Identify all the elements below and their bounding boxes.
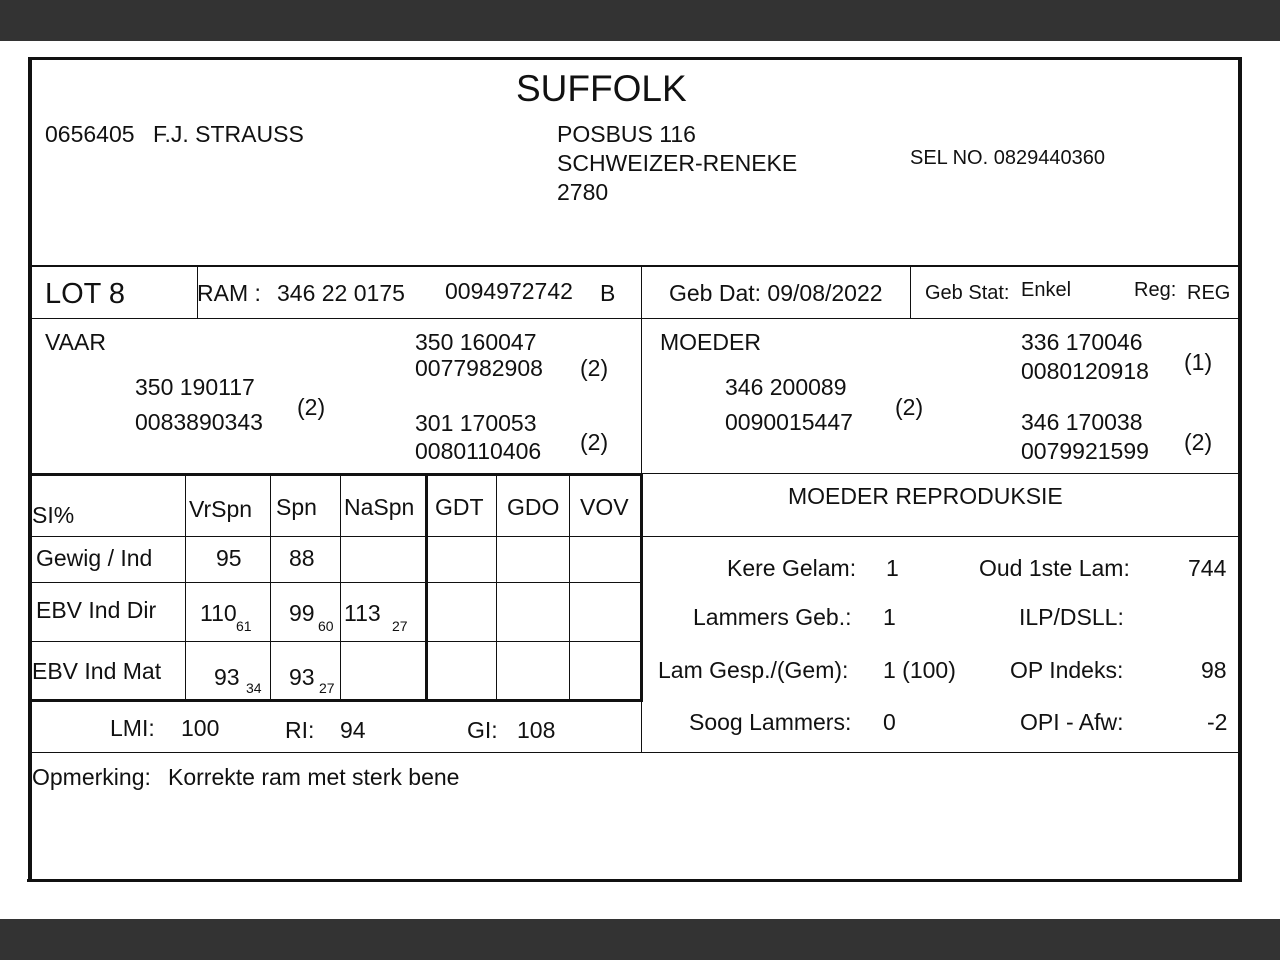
- remark-label: Opmerking:: [32, 764, 151, 790]
- rule-table-bottom: [32, 699, 643, 702]
- rule-pedigree-right: [643, 473, 1238, 474]
- lam-gesp-label: Lam Gesp./(Gem):: [658, 657, 849, 683]
- sire-id: 0083890343: [135, 409, 263, 435]
- birth-date: Geb Dat: 09/08/2022: [669, 280, 883, 306]
- row-label-ebv-mat: EBV Ind Mat: [32, 658, 162, 684]
- sire-dam-id: 0080110406: [415, 438, 542, 464]
- lmi-label: LMI:: [110, 715, 155, 741]
- lot-label: LOT 8: [45, 278, 126, 310]
- ram-number: 346 22 0175: [277, 280, 405, 306]
- cell-number: SEL NO. 0829440360: [910, 147, 1105, 169]
- ebv-dir-naspn-accuracy: 27: [392, 618, 408, 634]
- ram-label: RAM :: [197, 280, 261, 306]
- birth-status-label: Geb Stat:: [925, 282, 1010, 304]
- ebv-mat-vrspn: 93: [214, 664, 240, 690]
- top-dark-band: [0, 0, 1280, 41]
- rule-lot: [32, 318, 1238, 319]
- op-indeks-value: 98: [1201, 657, 1227, 683]
- rule-index: [32, 752, 1238, 753]
- ebv-mat-spn: 93: [289, 664, 315, 690]
- ebv-dir-naspn: 113: [344, 600, 381, 626]
- ri-label: RI:: [285, 717, 315, 743]
- rule-header: [32, 265, 1238, 267]
- dam-dam-grade: (2): [1184, 429, 1213, 455]
- dam-dam-id: 0079921599: [1021, 438, 1149, 464]
- sire-sire-id: 0077982908: [415, 355, 543, 381]
- rule-repro-title: [643, 536, 1238, 537]
- rule-col-vov: [569, 474, 570, 701]
- oud-1ste-lam-label: Oud 1ste Lam:: [979, 555, 1130, 581]
- reg-label: Reg:: [1134, 279, 1177, 301]
- address-line-1: POSBUS 116: [557, 121, 696, 147]
- rule-col-gdt-thick: [425, 474, 428, 701]
- remark-text: Korrekte ram met sterk bene: [168, 764, 460, 790]
- rule-geb-divider: [910, 266, 911, 319]
- dam-grade: (2): [895, 394, 924, 420]
- birth-status: Enkel: [1021, 279, 1072, 301]
- bottom-dark-band: [0, 919, 1280, 960]
- sire-sire-number: 350 160047: [415, 329, 537, 355]
- card-border-top: [29, 57, 1242, 60]
- rule-col-spn: [270, 474, 271, 701]
- owner-name: F.J. STRAUSS: [153, 121, 304, 147]
- ebv-dir-spn-accuracy: 60: [318, 618, 334, 634]
- ebv-dir-vrspn: 110: [200, 600, 237, 626]
- breed-title: SUFFOLK: [516, 68, 687, 109]
- gi-label: GI:: [467, 717, 498, 743]
- rule-table-header: [32, 536, 643, 537]
- address-line-2: SCHWEIZER-RENEKE: [557, 150, 798, 176]
- table-header-si: SI%: [32, 502, 75, 528]
- ri-value: 94: [340, 717, 366, 743]
- ebv-dir-spn: 99: [289, 600, 315, 626]
- lmi-value: 100: [181, 715, 220, 741]
- opi-afw-value: -2: [1207, 709, 1228, 735]
- ram-id: 0094972742: [445, 278, 573, 304]
- ram-grade: B: [600, 280, 616, 306]
- gi-value: 108: [517, 717, 556, 743]
- dam-label: MOEDER: [660, 329, 761, 355]
- dam-number: 346 200089: [725, 374, 847, 400]
- dam-sire-id: 0080120918: [1021, 358, 1149, 384]
- sire-dam-number: 301 170053: [415, 410, 537, 436]
- lam-gesp-value: 1 (100): [883, 657, 956, 683]
- ebv-mat-vrspn-accuracy: 34: [246, 680, 262, 696]
- kere-gelam-value: 1: [886, 555, 899, 581]
- gewig-spn: 88: [289, 545, 315, 571]
- reg-value: REG: [1187, 282, 1231, 304]
- dam-dam-number: 346 170038: [1021, 409, 1143, 435]
- member-number: 0656405: [45, 121, 135, 147]
- table-header-gdo: GDO: [507, 494, 560, 520]
- row-label-gewig: Gewig / Ind: [36, 545, 153, 571]
- card-border-left: [28, 57, 32, 882]
- lammers-geb-value: 1: [883, 604, 896, 630]
- rule-col-naspn: [340, 474, 341, 701]
- rule-table-right-thick: [640, 474, 643, 701]
- sire-label: VAAR: [45, 329, 106, 355]
- rule-col-vrspn: [185, 474, 186, 701]
- rule-pedigree-left: [32, 473, 643, 476]
- opi-afw-label: OPI - Afw:: [1020, 709, 1124, 735]
- lammers-geb-label: Lammers Geb.:: [693, 604, 852, 630]
- table-header-vrspn: VrSpn: [189, 496, 253, 522]
- dam-sire-grade: (1): [1184, 349, 1213, 375]
- table-header-spn: Spn: [276, 494, 317, 520]
- sire-number: 350 190117: [135, 374, 255, 400]
- row-label-ebv-dir: EBV Ind Dir: [36, 597, 157, 623]
- reproduction-title: MOEDER REPRODUKSIE: [788, 483, 1063, 509]
- rule-table-row2: [32, 641, 643, 642]
- sire-grade: (2): [297, 394, 326, 420]
- rule-table-row1: [32, 582, 643, 583]
- dam-sire-number: 336 170046: [1021, 329, 1143, 355]
- table-header-naspn: NaSpn: [344, 494, 415, 520]
- soog-lammers-label: Soog Lammers:: [689, 709, 852, 735]
- ebv-dir-vrspn-accuracy: 61: [236, 618, 252, 634]
- card-border-right: [1238, 57, 1242, 882]
- soog-lammers-value: 0: [883, 709, 896, 735]
- op-indeks-label: OP Indeks:: [1010, 657, 1124, 683]
- gewig-vrspn: 95: [216, 545, 242, 571]
- kere-gelam-label: Kere Gelam:: [727, 555, 857, 581]
- rule-col-gdo: [496, 474, 497, 701]
- table-header-vov: VOV: [580, 494, 629, 520]
- address-line-3: 2780: [557, 179, 609, 205]
- card-border-bottom: [27, 879, 1242, 882]
- table-header-gdt: GDT: [435, 494, 484, 520]
- dam-id: 0090015447: [725, 409, 853, 435]
- ebv-mat-spn-accuracy: 27: [319, 680, 335, 696]
- sire-dam-grade: (2): [580, 429, 609, 455]
- oud-1ste-lam-value: 744: [1188, 555, 1227, 581]
- sire-sire-grade: (2): [580, 355, 609, 381]
- ilp-dsll-label: ILP/DSLL:: [1019, 604, 1124, 630]
